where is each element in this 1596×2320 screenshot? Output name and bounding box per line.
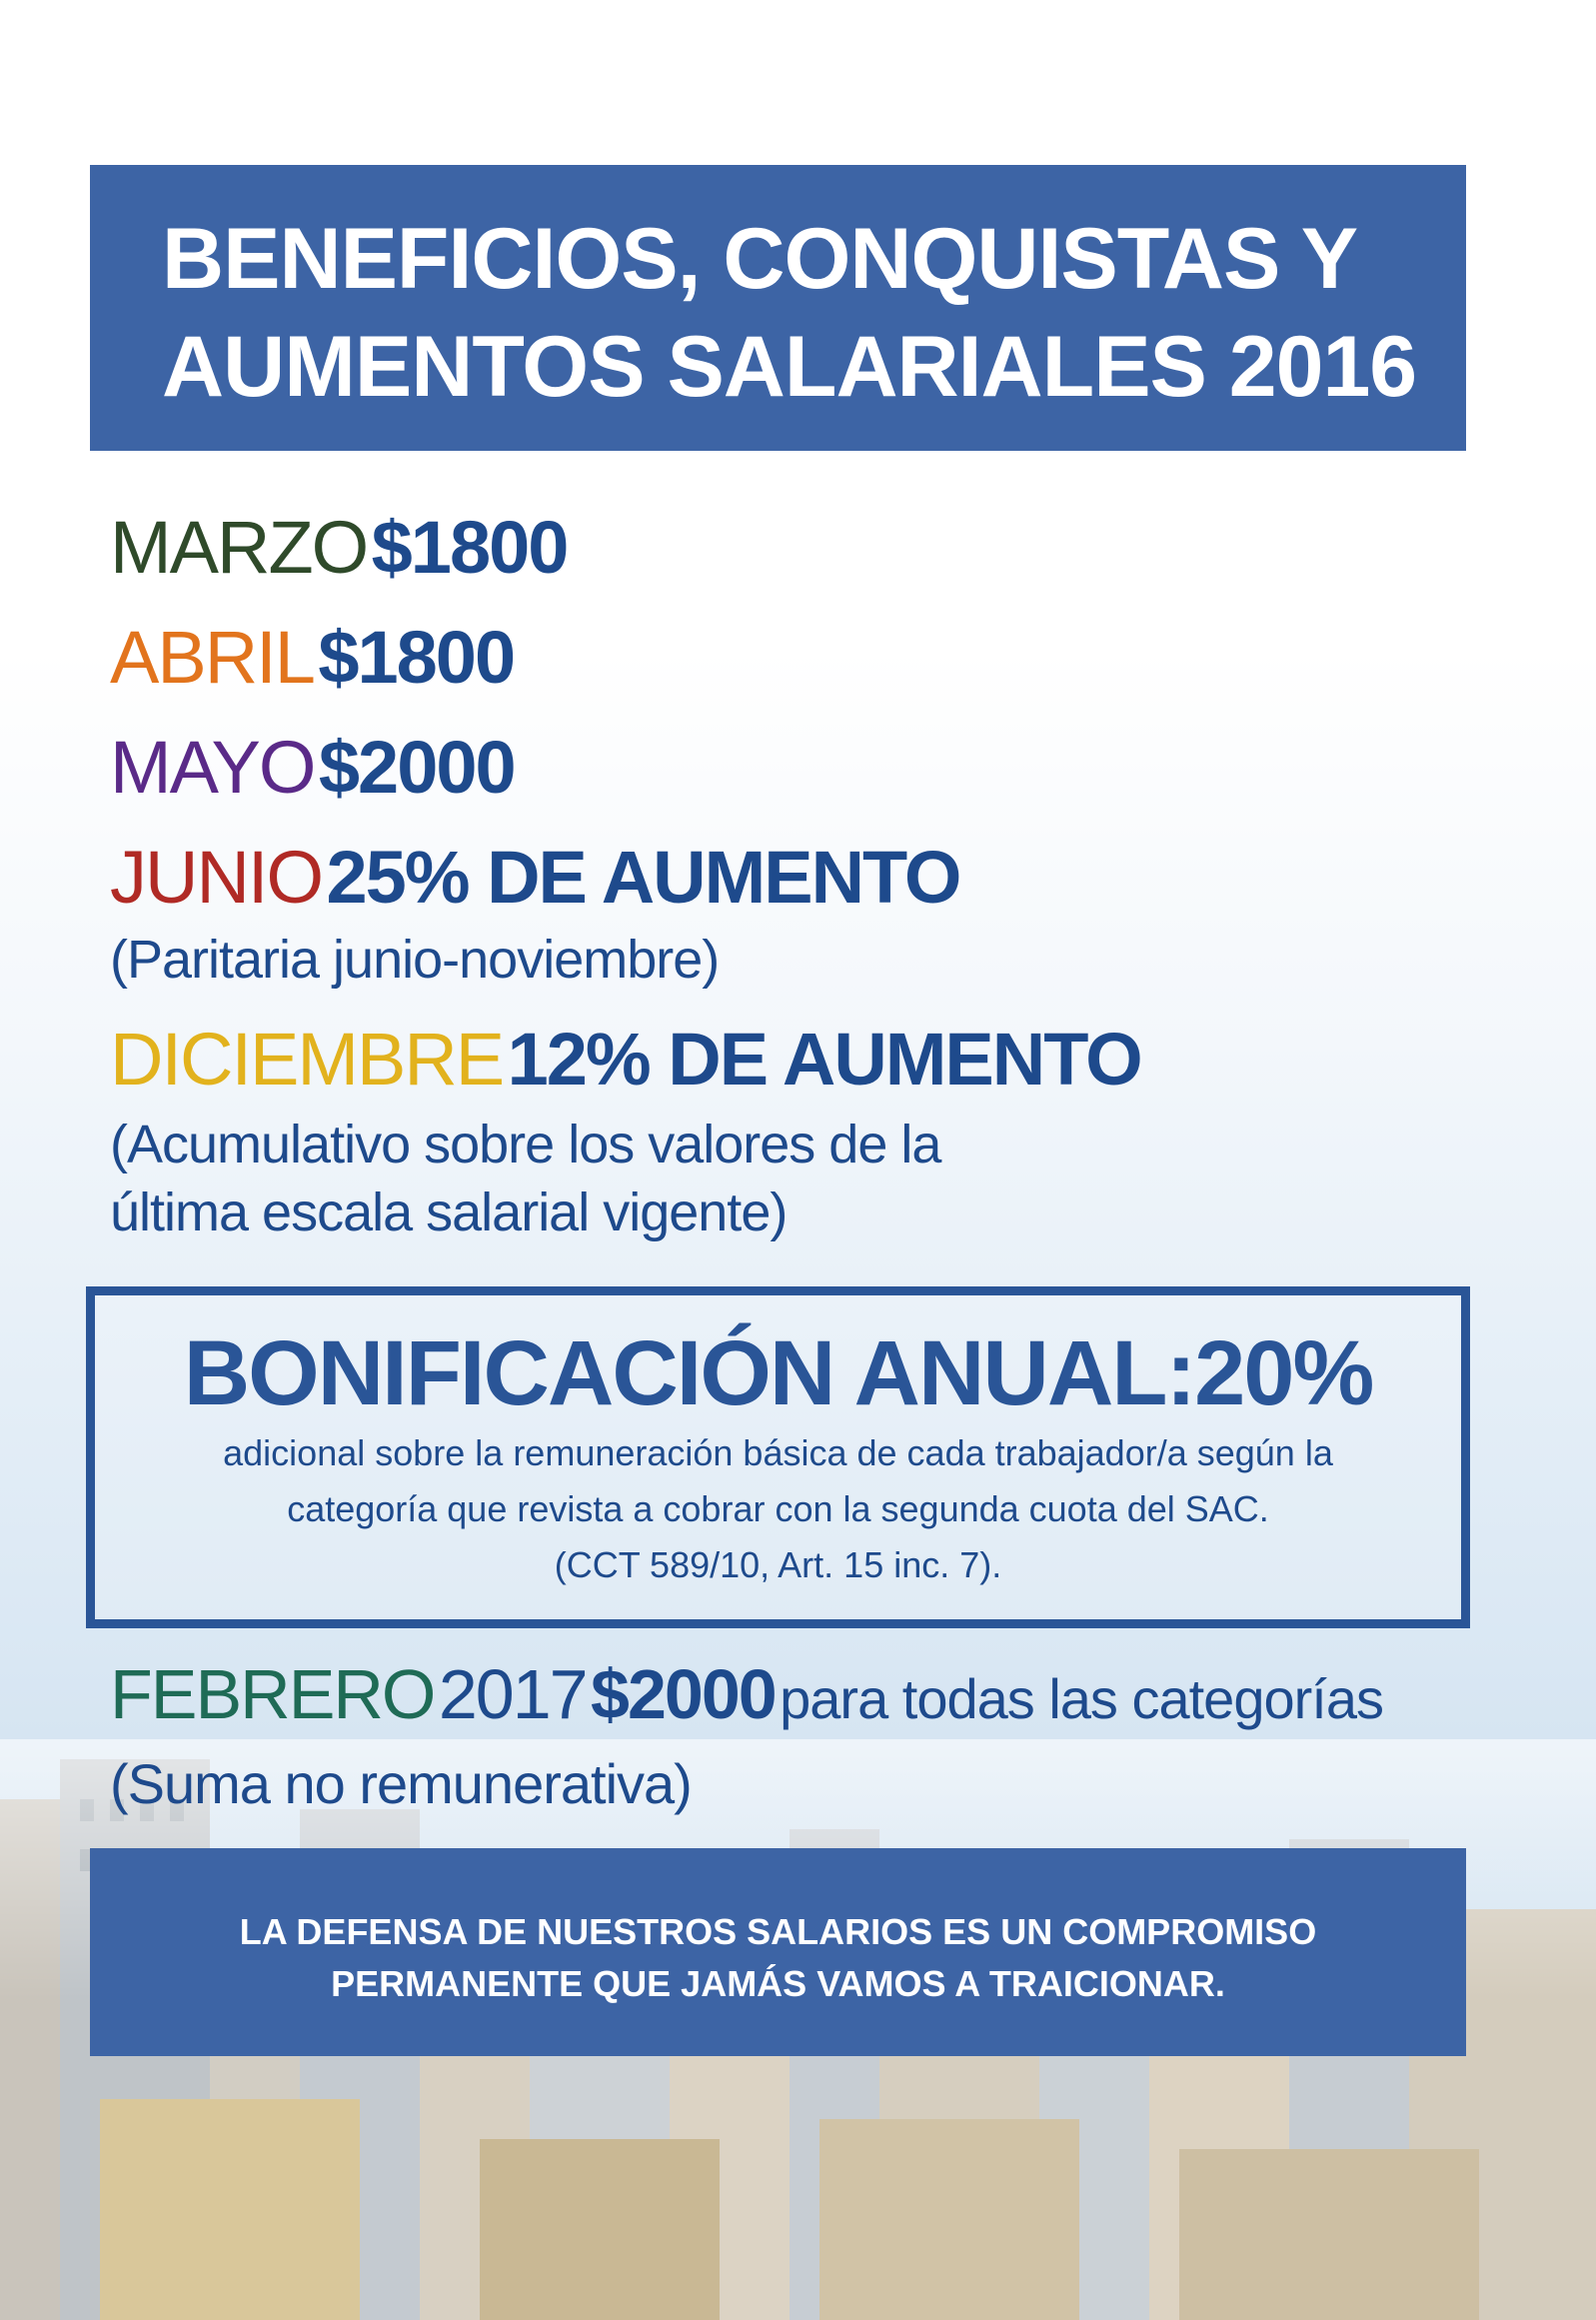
month-label: MAYO bbox=[110, 726, 315, 809]
increase-amount: $2000 bbox=[591, 1655, 776, 1733]
month-label: FEBRERO bbox=[110, 1655, 435, 1733]
footer-line-1: LA DEFENSA DE NUESTROS SALARIOS ES UN COMPROMISO bbox=[239, 1911, 1317, 1952]
increase-amount: $2000 bbox=[318, 726, 515, 809]
year-label: 2017 bbox=[438, 1655, 587, 1733]
month-label: MARZO bbox=[110, 506, 368, 589]
february-description: para todas las categorías bbox=[780, 1667, 1383, 1730]
february-note: (Suma no remunerativa) bbox=[110, 1752, 692, 1815]
schedule-note-diciembre-2: última escala salarial vigente) bbox=[110, 1182, 788, 1242]
schedule-row-diciembre bbox=[110, 1017, 1141, 1102]
schedule-row-marzo bbox=[110, 505, 567, 590]
month-label: JUNIO bbox=[110, 836, 322, 919]
footer-line-2: PERMANENTE QUE JAMÁS VAMOS A TRAICIONAR. bbox=[331, 1963, 1225, 2004]
increase-amount: $1800 bbox=[371, 506, 568, 589]
title-line-1: BENEFICIOS, CONQUISTAS Y bbox=[162, 211, 1358, 307]
bonus-title: BONIFICACIÓN ANUAL:20% bbox=[183, 1322, 1373, 1424]
increase-amount: 25% DE AUMENTO bbox=[326, 836, 960, 919]
february-row bbox=[110, 1654, 1383, 1734]
schedule-row-abril bbox=[110, 615, 514, 700]
bonus-text-1: adicional sobre la remuneración básica de cada trabajador/a según la bbox=[223, 1432, 1333, 1473]
title-banner bbox=[90, 165, 1466, 451]
month-label: DICIEMBRE bbox=[110, 1018, 504, 1101]
increase-amount: 12% DE AUMENTO bbox=[507, 1018, 1141, 1101]
bonus-box bbox=[86, 1286, 1470, 1628]
schedule-row-junio bbox=[110, 835, 959, 920]
footer-banner bbox=[90, 1848, 1466, 2056]
schedule-note-junio: (Paritaria junio-noviembre) bbox=[110, 930, 720, 990]
schedule-note-diciembre-1: (Acumulativo sobre los valores de la bbox=[110, 1115, 941, 1174]
increase-amount: $1800 bbox=[318, 616, 515, 699]
month-label: ABRIL bbox=[110, 616, 314, 699]
title-line-2: AUMENTOS SALARIALES 2016 bbox=[162, 319, 1417, 415]
schedule-row-mayo bbox=[110, 725, 515, 810]
bonus-text-2: categoría que revista a cobrar con la segunda cuota del SAC. bbox=[287, 1488, 1269, 1529]
bonus-text-3: (CCT 589/10, Art. 15 inc. 7). bbox=[554, 1544, 1002, 1585]
